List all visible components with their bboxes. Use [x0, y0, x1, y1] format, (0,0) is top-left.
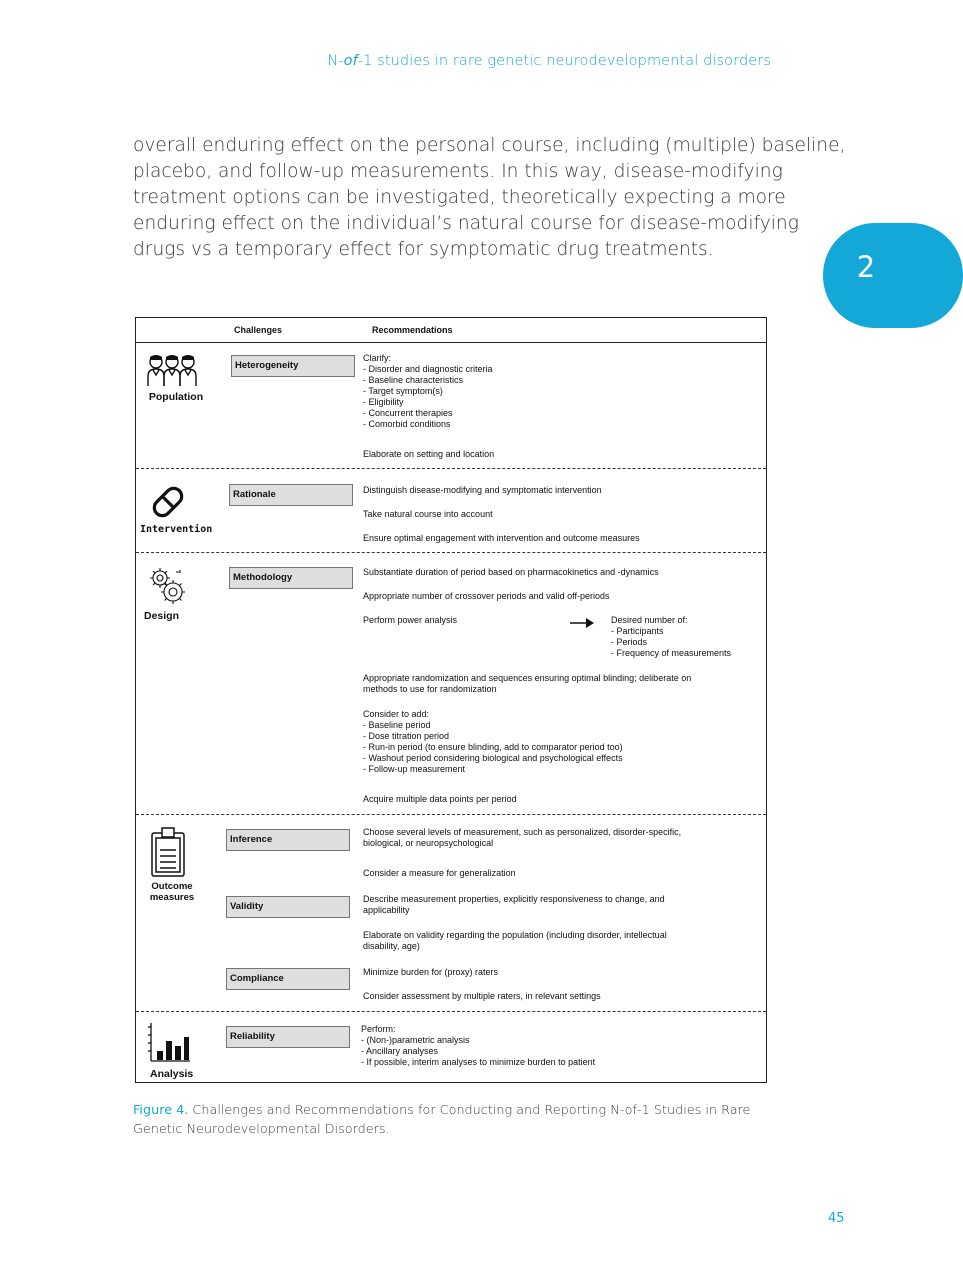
header-challenges: Challenges	[234, 325, 283, 335]
rec-line: - Dose titration period	[363, 731, 450, 741]
running-header-pre: N-	[327, 53, 344, 69]
rec-line: - Run-in period (to ensure blinding, add to comparator period too)	[363, 742, 623, 752]
chapter-number: 2	[856, 250, 876, 284]
gears-icon	[146, 566, 190, 606]
rec-line: Desired number of:	[611, 615, 688, 625]
rec-line: - Baseline period	[363, 720, 431, 730]
rec-outcome-burden: Minimize burden for (proxy) raters	[363, 967, 499, 977]
rec-line: - Ancillary analyses	[361, 1046, 439, 1056]
challenge-methodology: Methodology	[229, 567, 353, 589]
rec-line: - If possible, interim analyses to minimize burden to patient	[361, 1057, 596, 1067]
body-line: enduring effect on the individual’s natural course for disease-modifying	[133, 213, 799, 234]
rec-design-duration: Substantiate duration of period based on pharmacokinetics and -dynamics	[363, 567, 659, 577]
caption-text: Challenges and Recommendations for Conducting and Reporting N-of-1 Studies in Rare Genetic Neurodevelopmental Disorders.	[133, 1103, 751, 1137]
rec-line: - Comorbid conditions	[363, 419, 451, 429]
rec-design-power: Perform power analysis	[363, 615, 458, 625]
section-analysis: Analysis	[150, 1068, 194, 1080]
rec-outcome-validity	[363, 930, 667, 952]
clipboard-icon	[150, 826, 186, 878]
rec-line: Perform:	[361, 1024, 396, 1034]
arrow-right-icon	[570, 618, 596, 628]
rec-line: disability, age)	[363, 941, 420, 951]
rec-line: Clarify:	[363, 353, 392, 363]
section-outcome-measures	[142, 881, 202, 903]
population-icon	[144, 354, 200, 388]
rec-line: - Periods	[611, 637, 648, 647]
body-line: drugs vs a temporary effect for symptomatic drug treatments.	[133, 239, 714, 260]
rec-outcome-levels	[363, 827, 681, 849]
header-recommendations: Recommendations	[372, 325, 453, 335]
challenge-compliance: Compliance	[226, 968, 350, 990]
rec-line: - Participants	[611, 626, 664, 636]
figure-caption	[133, 1101, 773, 1139]
running-header-post: -1 studies in rare genetic neurodevelopmental disorders	[357, 53, 771, 69]
rec-line: - Frequency of measurements	[611, 648, 732, 658]
rec-population-setting: Elaborate on setting and location	[363, 449, 495, 459]
challenge-validity: Validity	[226, 896, 350, 918]
section-divider	[136, 552, 766, 553]
running-header	[327, 53, 771, 69]
rec-design-desired-number	[611, 615, 731, 659]
section-divider	[136, 814, 766, 815]
rec-line: - Follow-up measurement	[363, 764, 466, 774]
rec-line: - (Non-)parametric analysis	[361, 1035, 470, 1045]
challenge-rationale: Rationale	[229, 484, 353, 506]
section-intervention: Intervention	[140, 524, 213, 535]
rec-design-crossover: Appropriate number of crossover periods and valid off-periods	[363, 591, 610, 601]
rec-design-consider-add	[363, 709, 623, 775]
rec-line: applicability	[363, 905, 410, 915]
rec-line: Elaborate on validity regarding the population (including disorder, intellectual	[363, 930, 667, 940]
challenge-heterogeneity: Heterogeneity	[231, 355, 355, 377]
pill-icon	[149, 484, 187, 520]
rec-line: - Target symptom(s)	[363, 386, 443, 396]
rec-line: - Eligibility	[363, 397, 404, 407]
caption-label: Figure 4.	[133, 1103, 189, 1118]
rec-outcome-properties	[363, 894, 665, 916]
rec-design-data-points: Acquire multiple data points per period	[363, 794, 517, 804]
rec-line: biological, or neuropsychological	[363, 838, 494, 848]
rec-line: Consider to add:	[363, 709, 430, 719]
body-line: overall enduring effect on the personal course, including (multiple) baseline,	[133, 135, 846, 156]
rec-outcome-multiple-raters: Consider assessment by multiple raters, in relevant settings	[363, 991, 601, 1001]
rec-design-randomization	[363, 673, 691, 695]
rec-line: - Baseline characteristics	[363, 375, 464, 385]
header-rule	[136, 342, 766, 343]
running-header-italic: of	[343, 53, 358, 69]
rec-line: Choose several levels of measurement, such as personalized, disorder-specific,	[363, 827, 682, 837]
section-divider	[136, 1011, 766, 1012]
rec-intervention-engagement: Ensure optimal engagement with intervention and outcome measures	[363, 533, 640, 543]
rec-line: Appropriate randomization and sequences ensuring optimal blinding; deliberate on	[363, 673, 692, 683]
rec-intervention-distinguish: Distinguish disease-modifying and symptomatic intervention	[363, 485, 602, 495]
rec-line: - Washout period considering biological and psychological effects	[363, 753, 623, 763]
figure-4	[135, 317, 767, 1083]
body-paragraph	[133, 133, 846, 263]
rec-line: methods to use for randomization	[363, 684, 497, 694]
bar-chart-icon	[148, 1023, 192, 1063]
rec-line: Describe measurement properties, explicitly responsiveness to change, and	[363, 894, 665, 904]
body-line: placebo, and follow-up measurements. In this way, disease-modifying	[133, 161, 783, 182]
rec-line: - Concurrent therapies	[363, 408, 453, 418]
section-outcome-line: Outcome	[151, 881, 193, 892]
rec-line: - Disorder and diagnostic criteria	[363, 364, 493, 374]
challenge-reliability: Reliability	[226, 1026, 350, 1048]
rec-analysis-perform	[361, 1024, 595, 1068]
page-number: 45	[828, 1211, 845, 1226]
body-line: treatment options can be investigated, theoretically expecting a more	[133, 187, 786, 208]
rec-outcome-generalization: Consider a measure for generalization	[363, 868, 516, 878]
section-population: Population	[148, 391, 204, 403]
section-design: Design	[144, 610, 180, 622]
section-divider	[136, 468, 766, 469]
rec-population-clarify	[363, 353, 493, 430]
section-outcome-line: measures	[149, 892, 195, 903]
challenge-inference: Inference	[226, 829, 350, 851]
rec-intervention-natural-course: Take natural course into account	[363, 509, 493, 519]
